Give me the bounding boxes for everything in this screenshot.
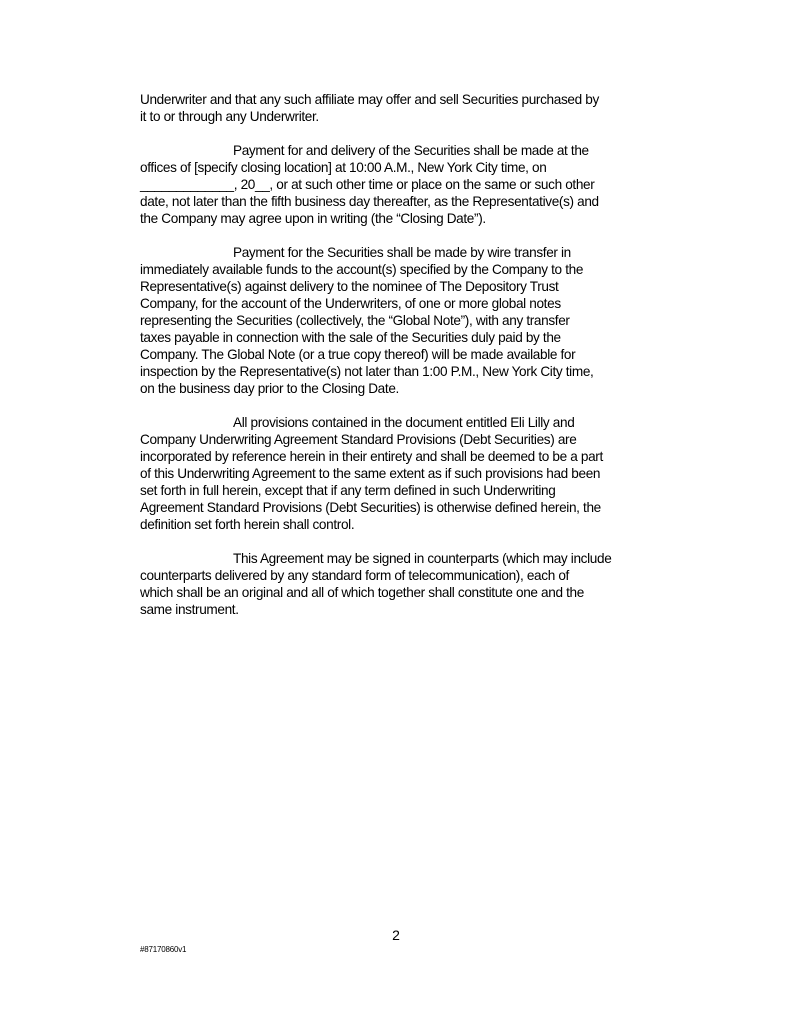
text-line [140, 601, 660, 618]
text-line [140, 108, 660, 125]
text-line-content: set forth in full herein, except that if any term defined in such Underwriting [140, 483, 556, 498]
text-line-content: it to or through any Underwriter. [140, 109, 319, 124]
text-line-content: All provisions contained in the document entitled Eli Lilly and [233, 415, 575, 430]
text-line [140, 244, 660, 261]
text-line-content: representing the Securities (collectively, the “Global Note”), with any transfer [140, 313, 570, 328]
text-line [140, 363, 660, 380]
text-line-content: which shall be an original and all of which together shall constitute one and the [140, 585, 584, 600]
text-line-content: Underwriter and that any such affiliate may offer and sell Securities purchased by [140, 92, 599, 107]
text-line-content: Payment for and delivery of the Securities shall be made at the [233, 143, 589, 158]
text-line-content: Company. The Global Note (or a true copy thereof) will be made available for [140, 347, 576, 362]
text-line [140, 261, 660, 278]
text-line-content: same instrument. [140, 602, 239, 617]
text-line [140, 142, 660, 159]
text-line [140, 278, 660, 295]
text-line-content: Agreement Standard Provisions (Debt Securities) is otherwise defined herein, the [140, 500, 601, 515]
text-line-content: on the business day prior to the Closing Date. [140, 381, 399, 396]
text-line [140, 516, 660, 533]
text-line-content: of this Underwriting Agreement to the same extent as if such provisions had been [140, 466, 601, 481]
text-line [140, 448, 660, 465]
text-line-content: definition set forth herein shall control. [140, 517, 355, 532]
text-line [140, 499, 660, 516]
text-line-content: date, not later than the fifth business day thereafter, as the Representative(s) and [140, 194, 599, 209]
text-line-content: offices of [specify closing location] at 10:00 A.M., New York City time, on [140, 160, 547, 175]
text-line [140, 380, 660, 397]
text-line-content: Company, for the account of the Underwriters, of one or more global notes [140, 296, 561, 311]
text-line-content: Company Underwriting Agreement Standard Provisions (Debt Securities) are [140, 432, 577, 447]
text-line-content: inspection by the Representative(s) not later than 1:00 P.M., New York City time, [140, 364, 594, 379]
text-line [140, 567, 660, 584]
text-line [140, 159, 660, 176]
text-line-content: incorporated by reference herein in their entirety and shall be deemed to be a part [140, 449, 603, 464]
text-line [140, 312, 660, 329]
text-line-content: immediately available funds to the account(s) specified by the Company to the [140, 262, 584, 277]
text-line-content: _____________, 20__, or at such other time or place on the same or such other [140, 177, 595, 192]
text-line [140, 414, 660, 431]
paragraph [140, 91, 660, 125]
text-line-content: Payment for the Securities shall be made by wire transfer in [233, 245, 571, 260]
text-line-content: counterparts delivered by any standard form of telecommunication), each of [140, 568, 569, 583]
text-line [140, 465, 660, 482]
text-line-content: taxes payable in connection with the sale of the Securities duly paid by the [140, 330, 561, 345]
text-line [140, 295, 660, 312]
text-line [140, 193, 660, 210]
page-number: 2 [392, 927, 400, 943]
text-line [140, 431, 660, 448]
text-line [140, 176, 660, 193]
document-body [140, 91, 660, 635]
paragraph [140, 550, 660, 618]
text-line-content: This Agreement may be signed in counterparts (which may include [233, 551, 612, 566]
paragraph [140, 142, 660, 227]
paragraph [140, 244, 660, 397]
text-line [140, 329, 660, 346]
text-line [140, 482, 660, 499]
text-line-content: the Company may agree upon in writing (the “Closing Date”). [140, 211, 486, 226]
document-id: #87170860v1 [140, 945, 187, 954]
text-line [140, 210, 660, 227]
text-line [140, 346, 660, 363]
text-line [140, 91, 660, 108]
paragraph [140, 414, 660, 533]
text-line [140, 584, 660, 601]
text-line-content: Representative(s) against delivery to the nominee of The Depository Trust [140, 279, 559, 294]
text-line [140, 550, 660, 567]
